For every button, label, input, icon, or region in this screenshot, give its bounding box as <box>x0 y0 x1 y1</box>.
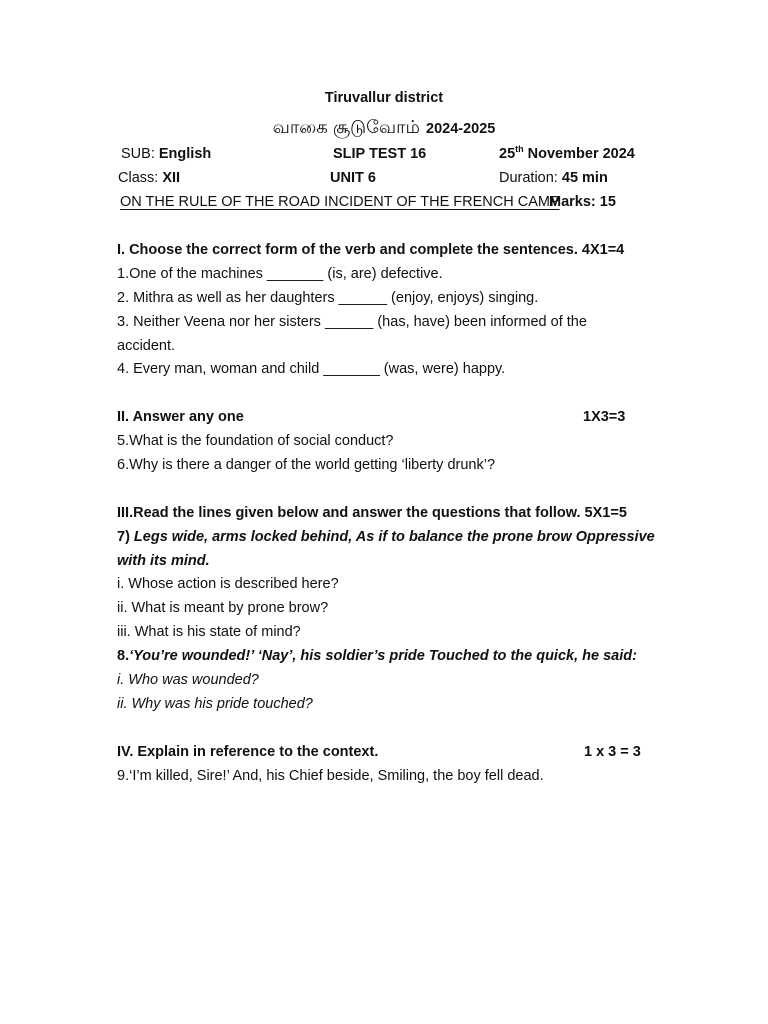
question-7-quote: Legs wide, arms locked behind, As if to balance the prone brow Oppressive <box>133 529 655 545</box>
class-value: XII <box>162 170 181 186</box>
question-4: 4. Every man, woman and child _______ (was, were) happy. <box>117 361 506 377</box>
question-5: 5.What is the foundation of social conduct? <box>117 433 394 449</box>
section-3-heading: III.Read the lines given below and answer the questions that follow. 5X1=5 <box>117 505 627 521</box>
duration-value: 45 min <box>561 170 608 186</box>
question-7-i: i. Whose action is described here? <box>117 576 339 592</box>
subject-label: SUB: <box>121 146 159 162</box>
section-2-marks: 1X3=3 <box>583 409 626 425</box>
class-field <box>118 171 180 186</box>
question-7-ii: ii. What is meant by prone brow? <box>117 600 329 616</box>
date-suffix: th <box>515 144 524 154</box>
exam-title <box>0 118 768 137</box>
duration-field <box>499 171 608 186</box>
exam-date <box>499 144 635 162</box>
section-4-marks: 1 x 3 = 3 <box>584 744 641 760</box>
district-title: Tiruvallur district <box>324 90 444 106</box>
date-month-year: November 2024 <box>523 146 635 162</box>
lesson-title: ON THE RULE OF THE ROAD INCIDENT OF THE FRENCH CAMP <box>120 194 560 210</box>
unit-label: UNIT 6 <box>330 170 376 186</box>
question-3-line-2: accident. <box>117 338 176 354</box>
section-2-heading: II. Answer any one <box>117 409 244 425</box>
question-2: 2. Mithra as well as her daughters ______ (enjoy, enjoys) singing. <box>117 290 539 306</box>
question-8-i: i. Who was wounded? <box>117 672 259 688</box>
total-marks: Marks: 15 <box>549 194 616 210</box>
class-label: Class: <box>118 170 163 186</box>
question-9: 9.‘I’m killed, Sire!’ And, his Chief beside, Smiling, the boy fell dead. <box>117 768 544 784</box>
question-8-ii: ii. Why was his pride touched? <box>117 696 313 712</box>
question-3-line-1: 3. Neither Veena nor her sisters ______ (has, have) been informed of the <box>117 314 587 330</box>
section-4-heading: IV. Explain in reference to the context. <box>117 744 379 760</box>
section-1-heading: I. Choose the correct form of the verb and complete the sentences. 4X1=4 <box>117 242 625 258</box>
question-8 <box>117 649 637 664</box>
academic-year: 2024-2025 <box>426 121 496 137</box>
question-7-line-2: with its mind. <box>117 553 210 569</box>
question-7-number: 7) <box>117 529 134 545</box>
subject-value: English <box>158 146 212 162</box>
test-name: SLIP TEST 16 <box>333 146 427 162</box>
question-8-number: 8. <box>117 648 130 664</box>
date-day: 25 <box>499 146 516 162</box>
duration-label: Duration: <box>499 170 562 186</box>
question-1: 1.One of the machines _______ (is, are) defective. <box>117 266 443 282</box>
question-8-quote: ‘You’re wounded!’ ‘Nay’, his soldier’s pride Touched to the quick, he said: <box>129 648 637 664</box>
question-7-iii: iii. What is his state of mind? <box>117 624 301 640</box>
subject-field <box>121 147 211 162</box>
question-6: 6.Why is there a danger of the world getting ‘liberty drunk’? <box>117 457 496 473</box>
question-7-line-1 <box>117 530 655 545</box>
tamil-title: வாகை சூடுவோம் <box>272 117 421 137</box>
